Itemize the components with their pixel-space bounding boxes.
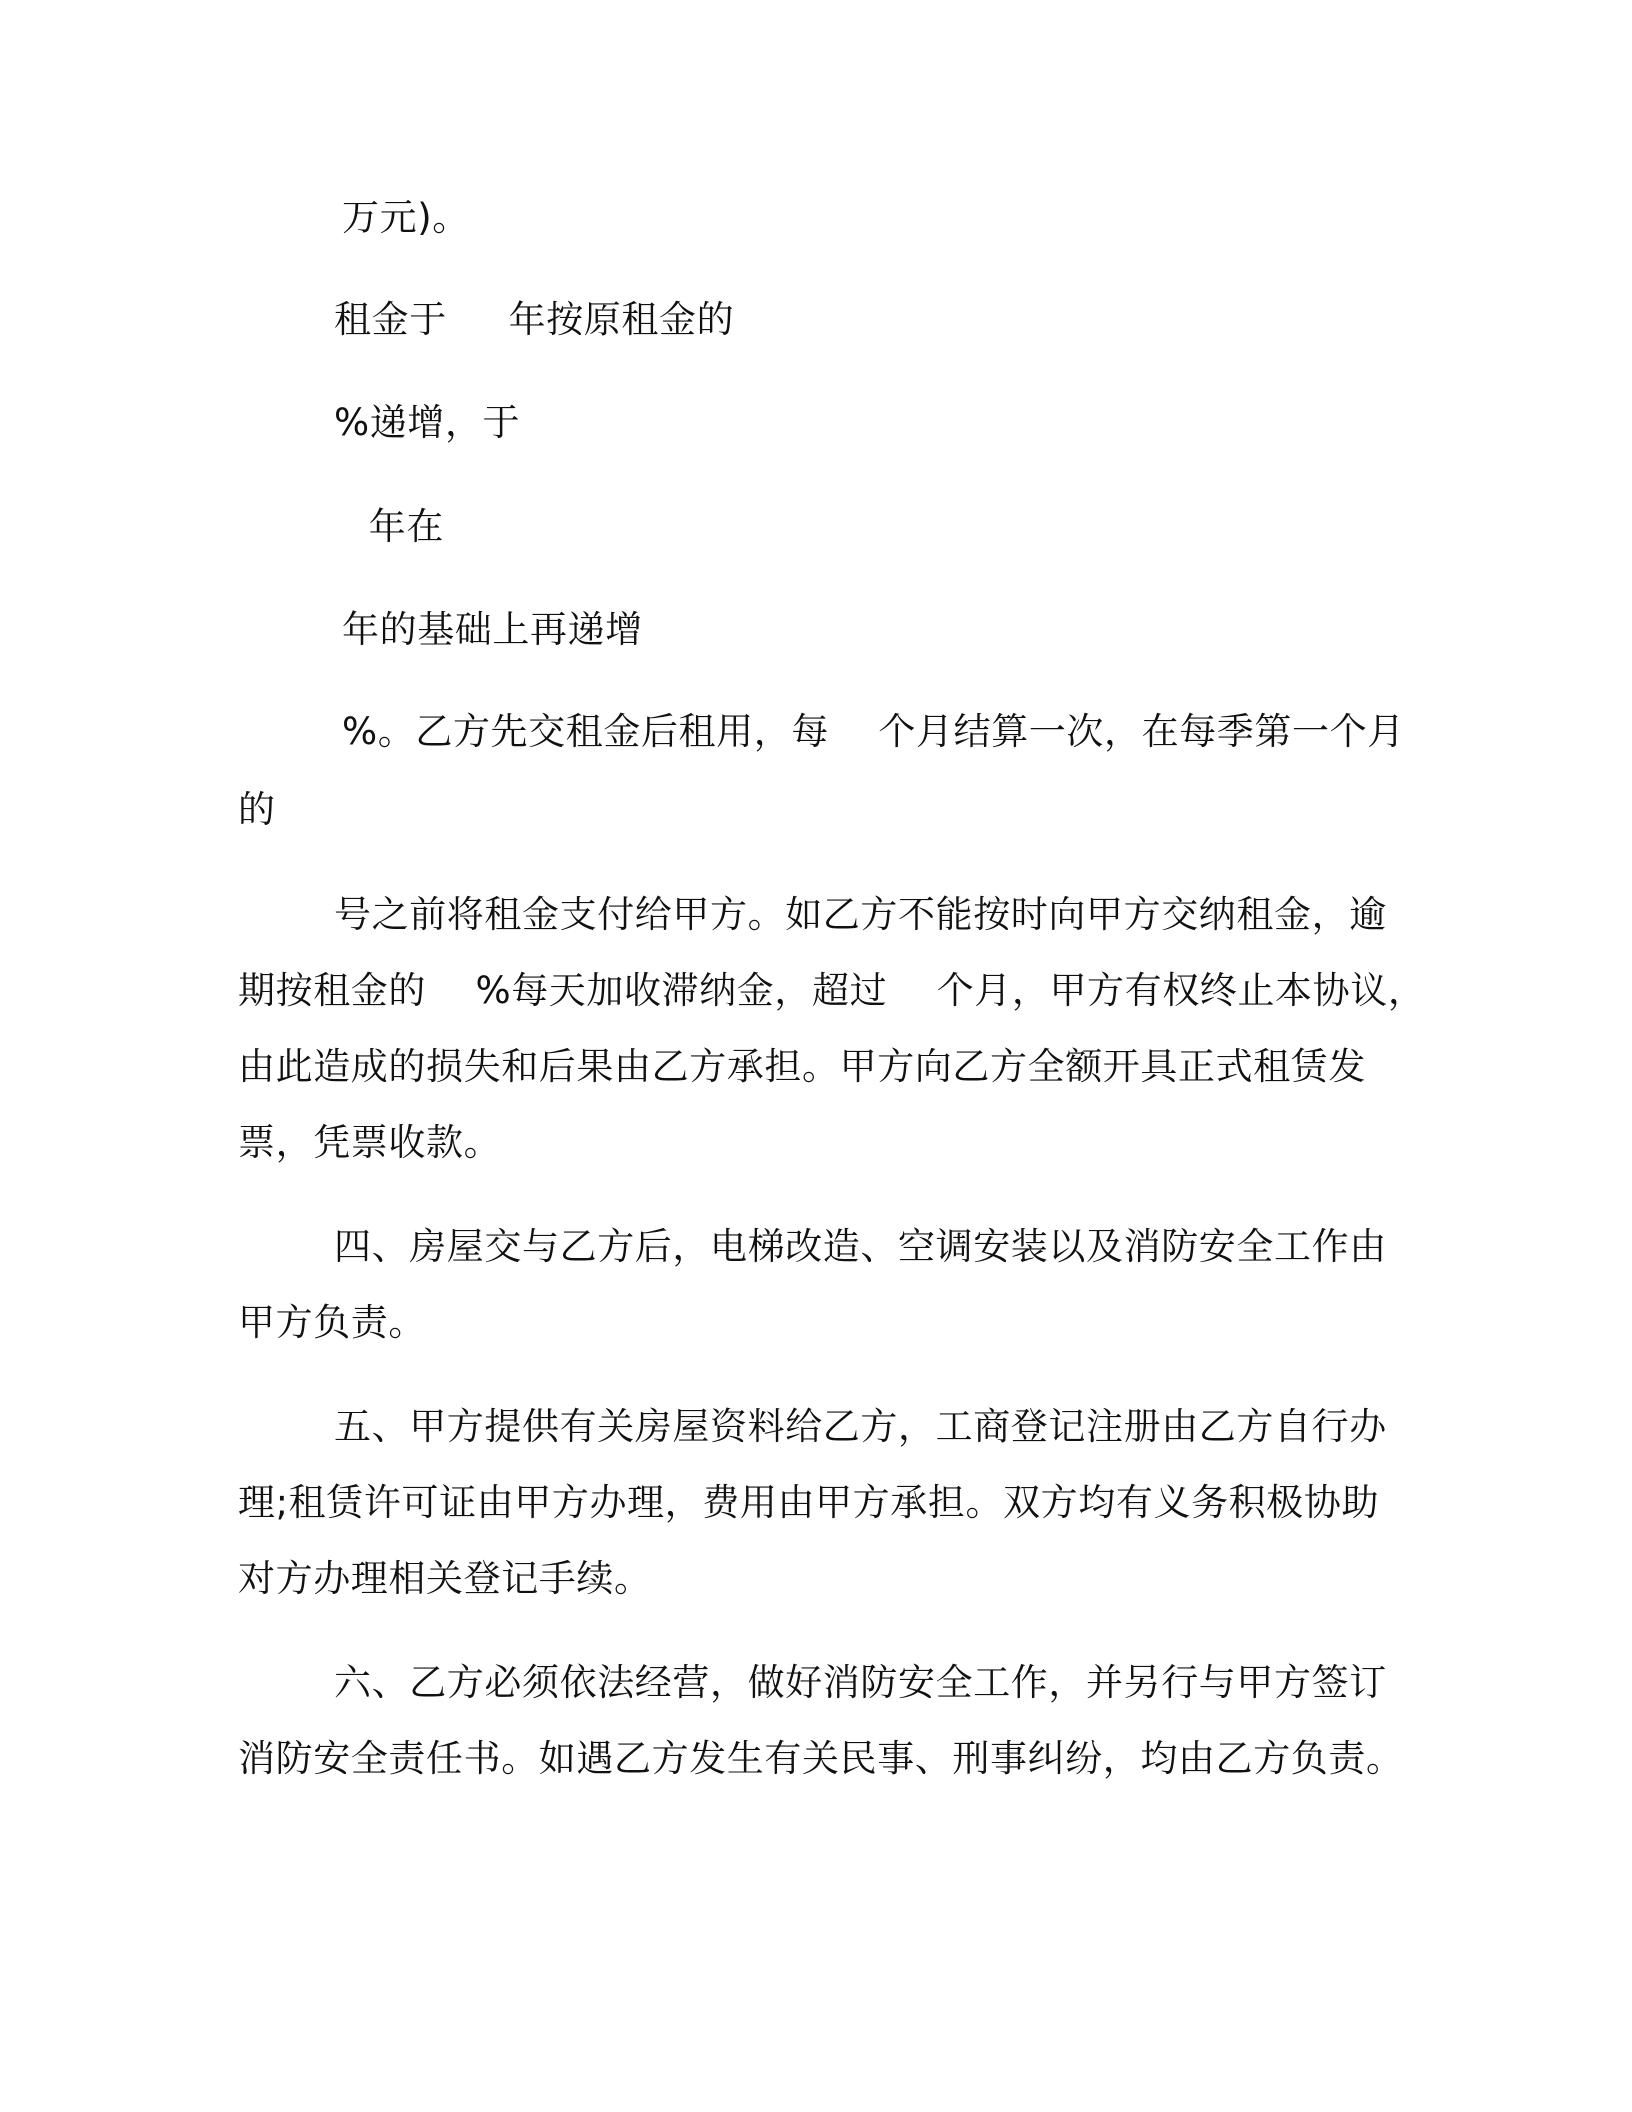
text-line-15: 理;租赁许可证由甲方办理，费用由甲方承担。双方均有义务积极协助 <box>238 1481 1380 1524</box>
text-line-14: 五、甲方提供有关房屋资料给乙方，工商登记注册由乙方自行办 <box>334 1405 1387 1448</box>
text-line-11: 票，凭票收款。 <box>238 1121 502 1164</box>
text-line-3: %递增，于 <box>334 401 521 444</box>
text-line-1: 万元)。 <box>342 196 470 239</box>
text-line-7: 的 <box>238 788 276 831</box>
text-line-10: 由此造成的损失和后果由乙方承担。甲方向乙方全额开具正式租赁发 <box>238 1045 1366 1088</box>
text-line-16: 对方办理相关登记手续。 <box>238 1557 652 1600</box>
text-line-13: 甲方负责。 <box>238 1301 426 1344</box>
text-line-5: 年的基础上再递增 <box>342 608 643 651</box>
text-line-9: 期按租金的 %每天加收滞纳金，超过 个月，甲方有权终止本协议， <box>238 969 1426 1012</box>
text-line-18: 消防安全责任书。如遇乙方发生有关民事、刑事纠纷，均由乙方负责。 <box>238 1737 1404 1780</box>
text-line-17: 六、乙方必须依法经营，做好消防安全工作，并另行与甲方签订 <box>334 1661 1387 1704</box>
text-line-6: %。乙方先交租金后租用，每 个月结算一次，在每季第一个月 <box>342 710 1405 753</box>
text-line-4: 年在 <box>344 505 444 548</box>
text-line-2: 租金于 年按原租金的 <box>334 298 735 341</box>
text-line-12: 四、房屋交与乙方后，电梯改造、空调安装以及消防安全工作由 <box>334 1225 1387 1268</box>
text-line-8: 号之前将租金支付给甲方。如乙方不能按时向甲方交纳租金，逾 <box>334 893 1387 936</box>
